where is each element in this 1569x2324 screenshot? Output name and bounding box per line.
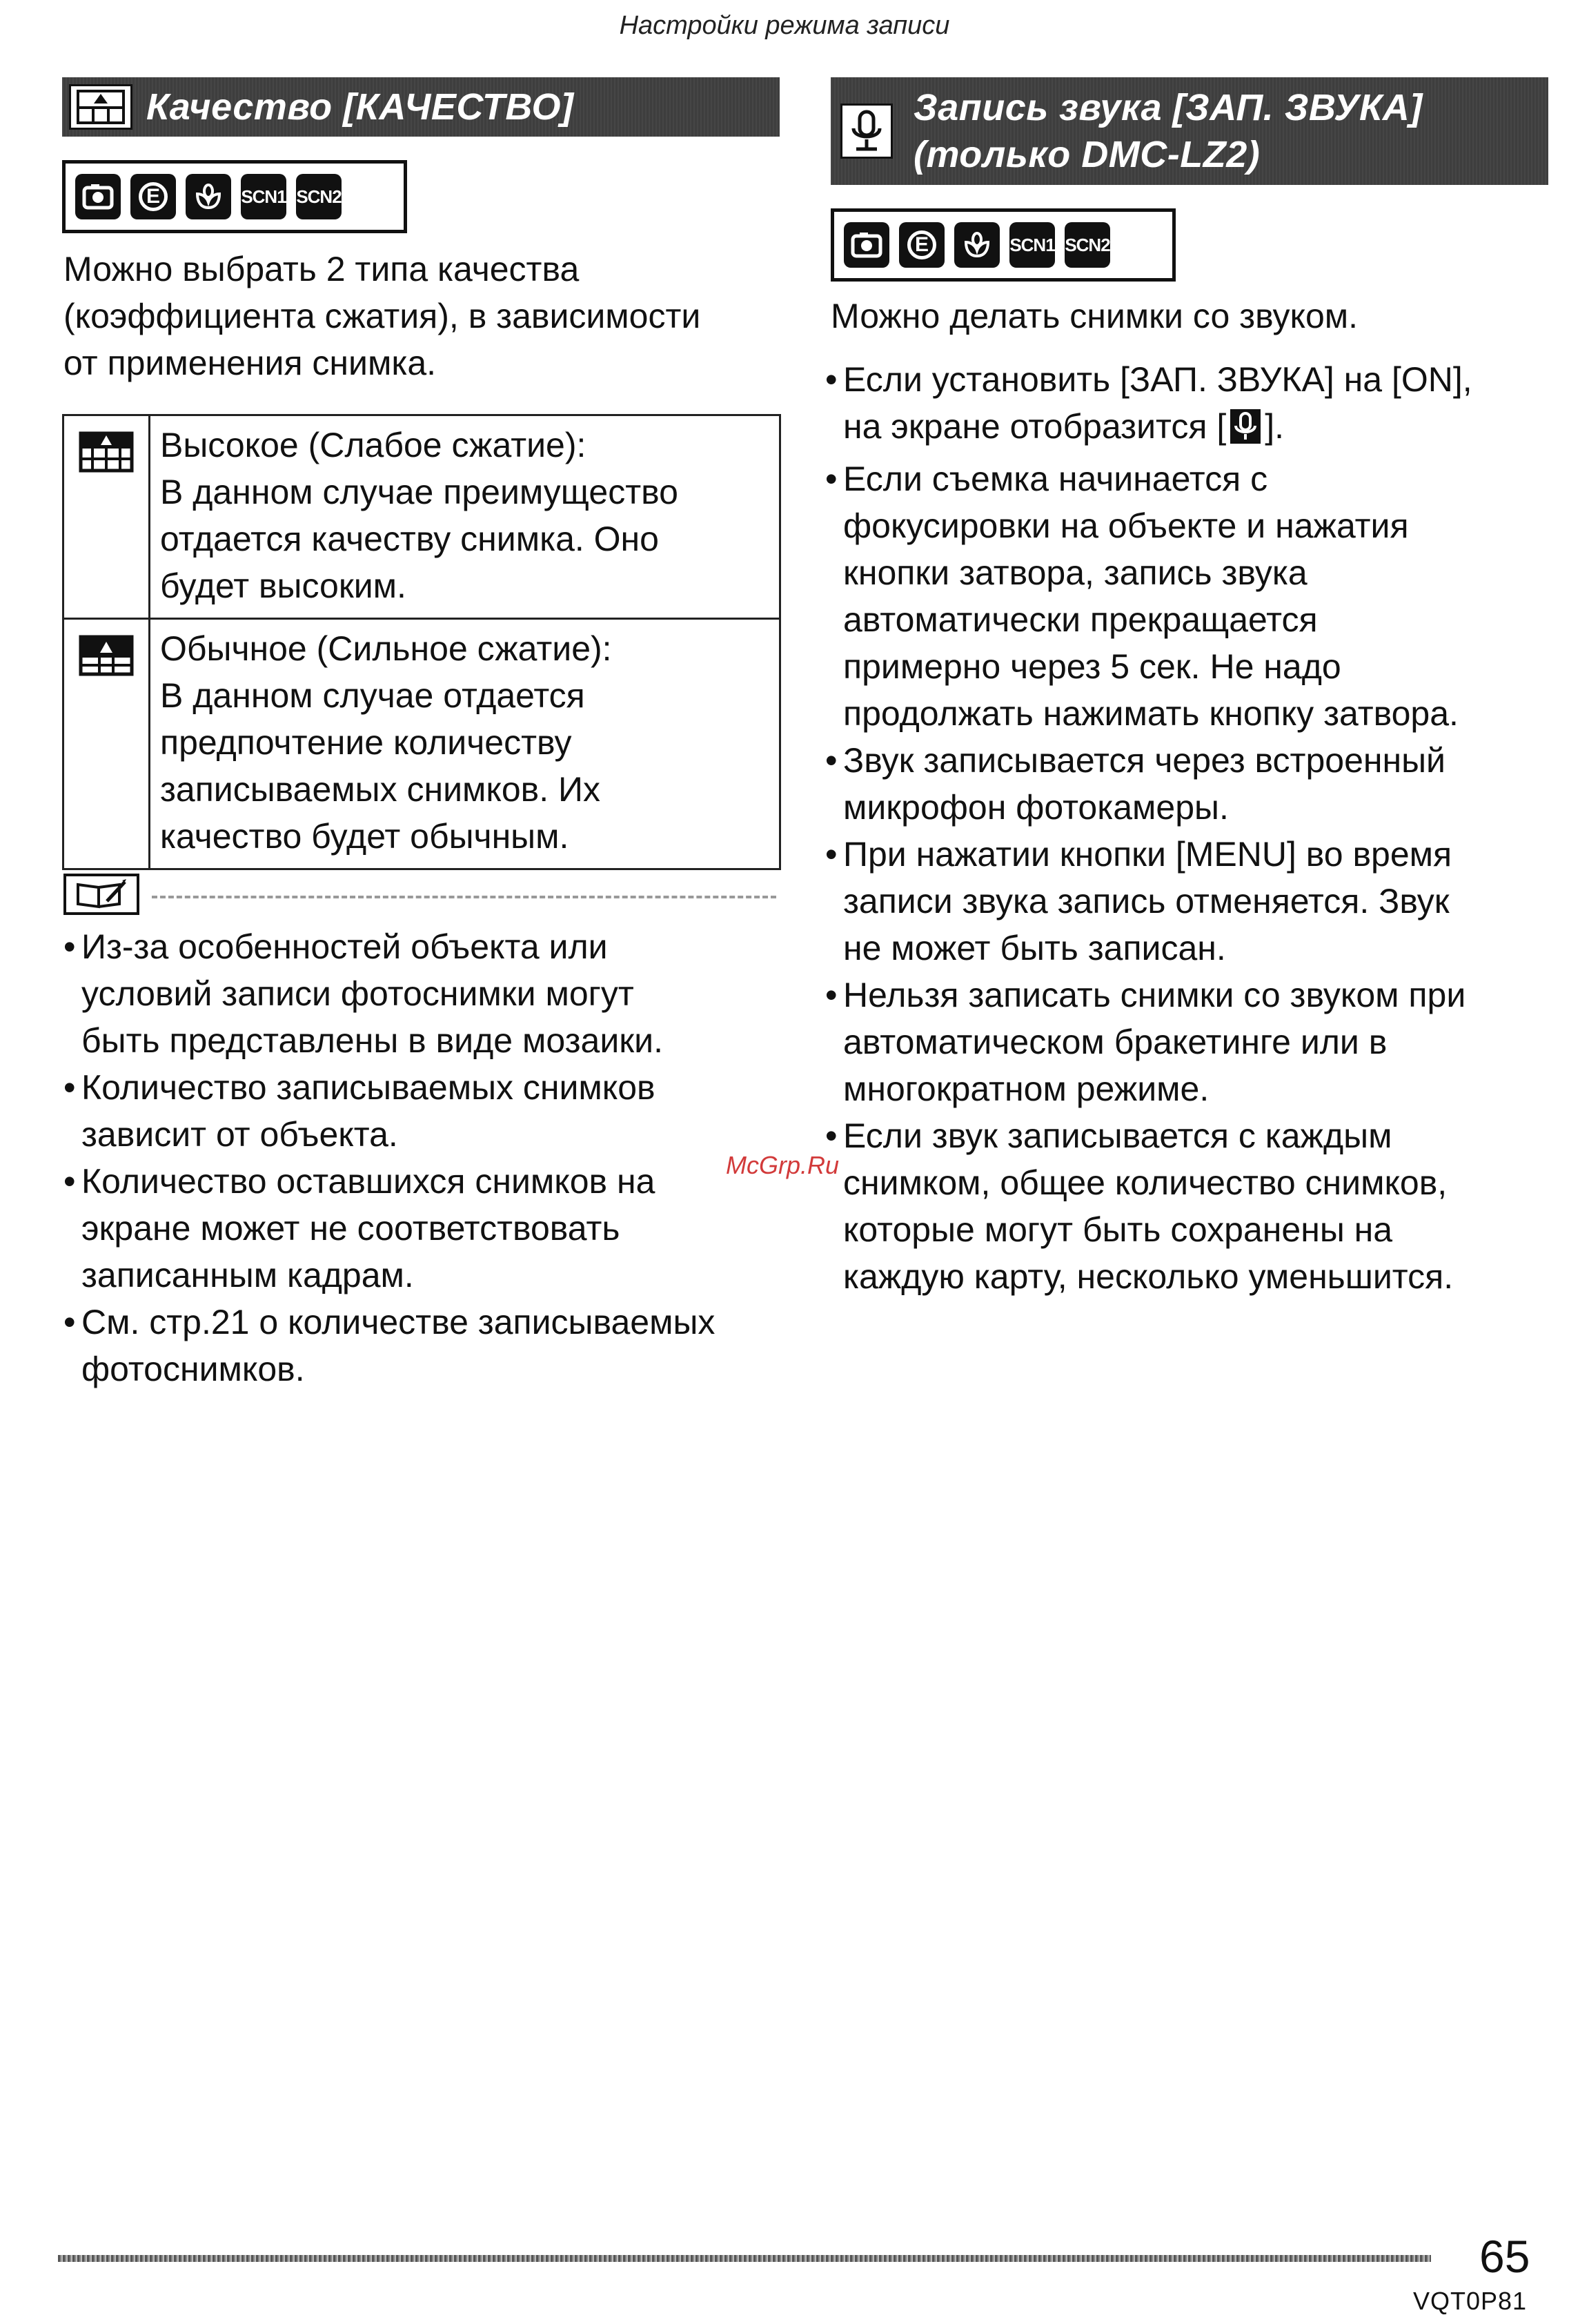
scene1-mode-icon: SCN1 [1009,222,1055,268]
economy-mode-icon: E [899,222,945,268]
section-subtitle-audio: (только DMC-LZ2) [914,134,1261,175]
audio-intro: Можно делать снимки со звуком. [831,297,1359,335]
list-item: • См. стр.21 о количестве записываемых фотоснимков. [63,1299,795,1392]
scene2-mode-icon: SCN2 [296,174,342,219]
note-icon [63,874,139,915]
watermark-text: McGrp.Ru [726,1151,840,1179]
normal-picture-mode-icon [75,174,121,219]
microphone-icon [840,104,893,159]
quality-icon [69,84,132,130]
quality-high-icon [79,464,134,475]
quality-options-table [62,414,781,870]
table-row: Обычное (Сильное сжатие): В данном случае отдается предпочтение количеству записываемых снимков. Их качество будет обычным. [63,619,780,869]
list-item: • Если звук записывается с каждым снимком, общее количество снимков, которые могут быть сохранены на каждую карту, несколько уменьшится. [825,1112,1557,1300]
quality-standard-icon [79,667,134,679]
section-heading-quality [62,77,780,137]
scene1-mode-icon: SCN1 [241,174,286,219]
economy-mode-icon: E [130,174,176,219]
mode-availability-left [62,160,407,233]
page-number: 65 [1479,2231,1530,2282]
section-heading-audio [831,77,1548,185]
document-code: VQT0P81 [1413,2287,1528,2315]
list-item: • При нажатии кнопки [MENU] во время записи звука запись отменяется. Звук не может быть записан. [825,831,1557,972]
page-header: Настройки режима записи [619,11,950,40]
section-title-quality: Качество [КАЧЕСТВО] [146,86,574,128]
list-item: • Если съемка начинается с фокусировки на объекте и нажатия кнопки затвора, запись звука автоматически прекращается примерно через 5 сек. Не надо продолжать нажимать кнопку затвора. [825,455,1557,737]
list-item: • Звук записывается через встроенный микрофон фотокамеры. [825,737,1557,831]
list-item: • Количество оставшихся снимков на экране может не соответствовать записанным кадрам. [63,1158,795,1299]
section-title-audio: Запись звука [ЗАП. ЗВУКА] [914,87,1423,128]
note-divider [152,896,776,898]
list-item: • Из-за особенностей объекта или условий записи фотоснимки могут быть представлены в виде мозаики. [63,923,795,1064]
quality-intro: Можно выбрать 2 типа качества (коэффициента сжатия), в зависимости от применения снимка. [63,250,701,382]
scene2-mode-icon: SCN2 [1065,222,1110,268]
table-row: Высокое (Слабое сжатие): В данном случае преимущество отдается качеству снимка. Оно будет высоким. [63,415,780,619]
footer-bar [58,2255,1431,2262]
normal-picture-mode-icon [844,222,889,268]
list-item: • Количество записываемых снимков зависит от объекта. [63,1064,795,1158]
list-item: • Если установить [ЗАП. ЗВУКА] на [ON], на экране отобразится [ ]. [825,356,1557,455]
microphone-icon [1230,408,1261,455]
audio-notes [825,356,1557,1300]
macro-mode-icon [186,174,231,219]
mode-availability-right [831,208,1176,282]
list-item: • Нельзя записать снимки со звуком при автоматическом бракетинге или в многократном режиме. [825,972,1557,1112]
macro-mode-icon [954,222,1000,268]
quality-notes [63,923,795,1392]
